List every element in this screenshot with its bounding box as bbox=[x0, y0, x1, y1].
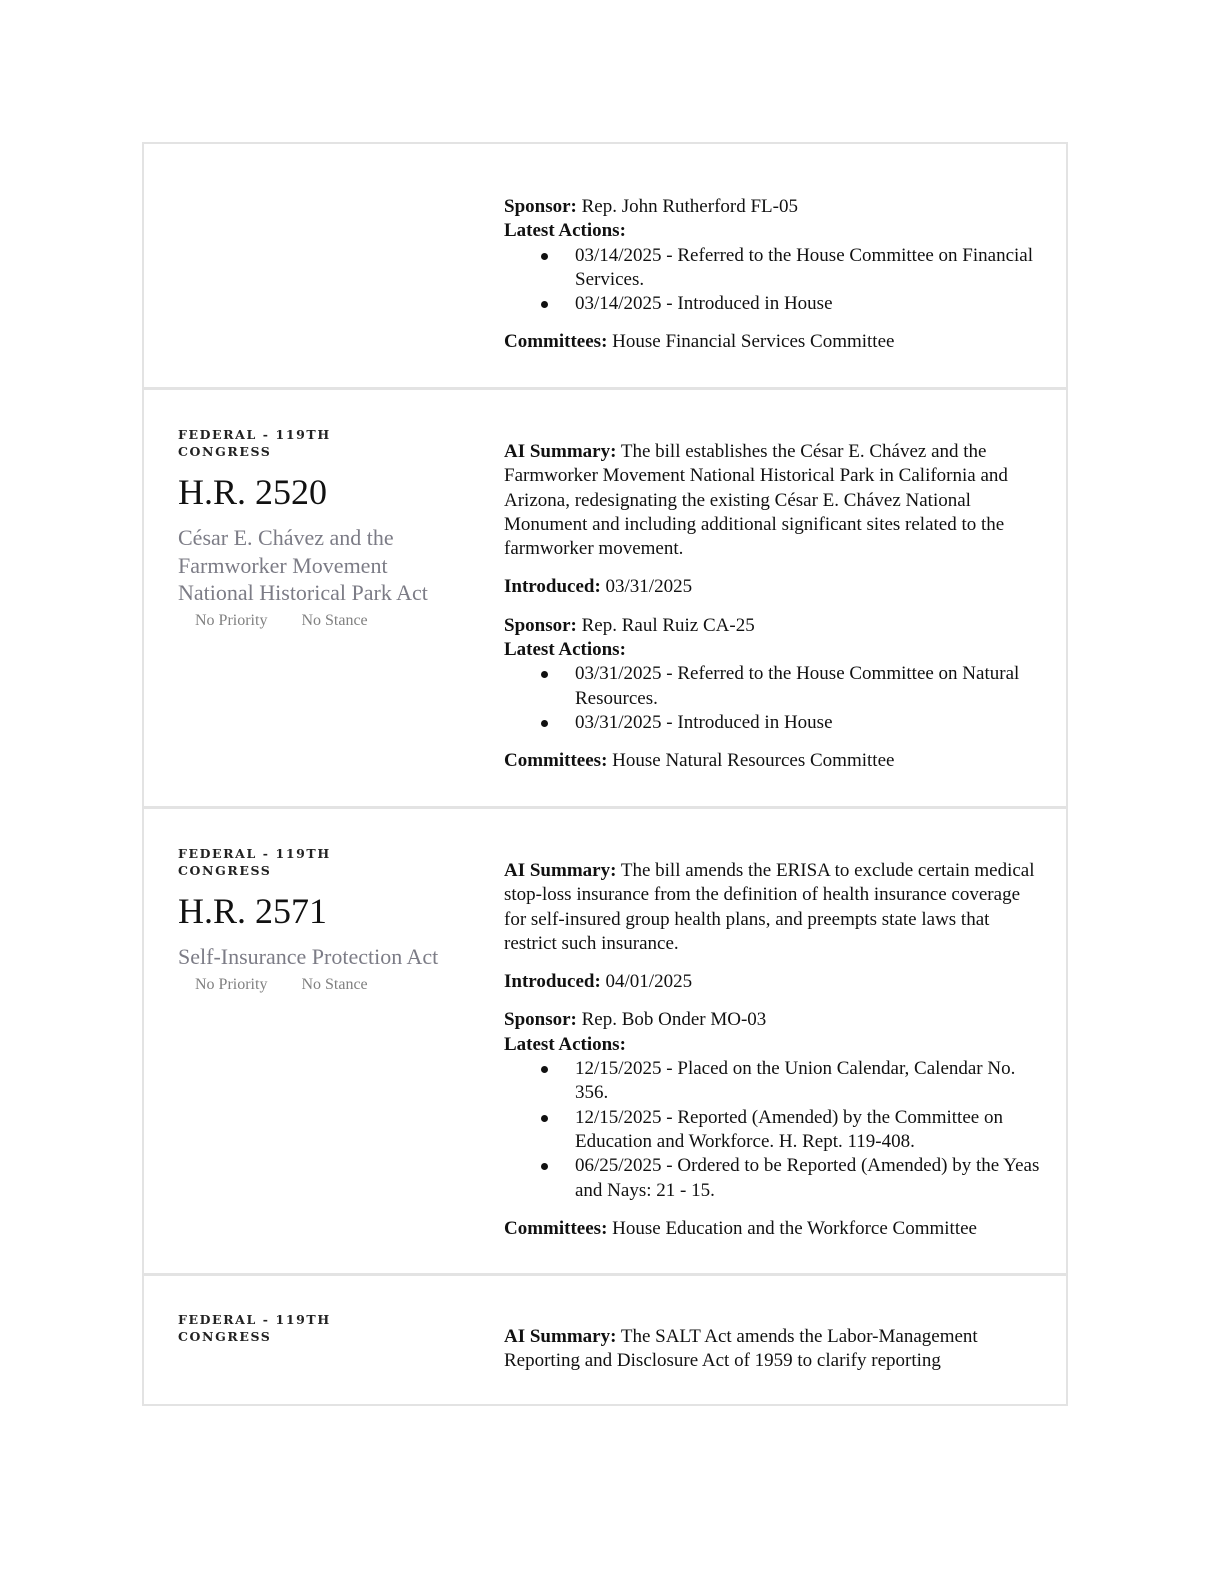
sponsor-label: Sponsor: bbox=[504, 614, 577, 636]
bill-title[interactable]: Self-Insurance Protection Act bbox=[178, 944, 439, 969]
ai-summary-text: The bill amends the ERISA to exclude certain medical stop-loss insurance from the definition of health insurance coverage for self-insured group health plans, and preempts state laws that restrict such insurance. bbox=[504, 860, 1035, 954]
committees-label: Committees: bbox=[504, 1217, 608, 1239]
introduced-date: 03/31/2025 bbox=[605, 576, 693, 598]
latest-actions-heading: Latest Actions: bbox=[504, 1033, 626, 1055]
jurisdiction-label: FEDERAL - 119TH CONGRESS bbox=[178, 846, 331, 878]
introduced-date: 04/01/2025 bbox=[605, 971, 693, 993]
sponsor-value: Rep. Raul Ruiz CA-25 bbox=[581, 614, 755, 636]
sponsor-line bbox=[504, 614, 1044, 638]
committees-value: House Financial Services Committee bbox=[612, 331, 895, 353]
ai-summary-label: AI Summary: bbox=[504, 441, 617, 462]
action-item: 06/25/2025 - Ordered to be Reported (Amended) by the Yeas and Nays: 21 - 15. bbox=[504, 1154, 1044, 1203]
ai-summary bbox=[504, 859, 1044, 956]
committees-line bbox=[504, 749, 1044, 773]
bill-header bbox=[178, 426, 448, 631]
jurisdiction-label: FEDERAL - 119TH CONGRESS bbox=[178, 1312, 331, 1344]
bill-list bbox=[142, 142, 1068, 1406]
sponsor-label: Sponsor: bbox=[504, 196, 577, 217]
bill-card bbox=[144, 1276, 1066, 1404]
committees-label: Committees: bbox=[504, 331, 608, 353]
ai-summary-text: The SALT Act amends the Labor-Management Reporting and Disclosure Act of 1959 to clarify reporting bbox=[504, 1326, 978, 1372]
action-item: 03/31/2025 - Referred to the House Committee on Natural Resources. bbox=[504, 662, 1044, 711]
stance-badge[interactable]: No Stance bbox=[301, 611, 368, 629]
sponsor-value: Rep. John Rutherford FL-05 bbox=[581, 196, 798, 217]
introduced-line bbox=[504, 575, 1044, 599]
bill-details bbox=[504, 440, 1044, 774]
ai-summary-label: AI Summary: bbox=[504, 1326, 617, 1347]
action-item: 03/14/2025 - Introduced in House bbox=[504, 292, 1044, 316]
priority-badge[interactable]: No Priority bbox=[195, 611, 268, 629]
bill-number[interactable]: H.R. 2571 bbox=[178, 891, 328, 931]
ai-summary bbox=[504, 440, 1044, 561]
bill-card bbox=[144, 809, 1066, 1276]
latest-actions-list bbox=[504, 1057, 1044, 1203]
sponsor-line bbox=[504, 195, 1044, 219]
committees-line bbox=[504, 330, 1044, 354]
bill-badges bbox=[178, 611, 448, 631]
bill-details bbox=[504, 195, 1044, 355]
action-item: 12/15/2025 - Placed on the Union Calendar, Calendar No. 356. bbox=[504, 1057, 1044, 1106]
committees-line bbox=[504, 1217, 1044, 1241]
latest-actions-heading: Latest Actions: bbox=[504, 639, 626, 661]
latest-actions-list bbox=[504, 244, 1044, 317]
sponsor-label: Sponsor: bbox=[504, 1009, 577, 1031]
committees-value: House Natural Resources Committee bbox=[612, 750, 895, 772]
latest-actions-list bbox=[504, 662, 1044, 735]
ai-summary-text: The bill establishes the César E. Chávez and the Farmworker Movement National Historical Park in California and Arizona, redesignating the existing César E. Chávez National Monument and including additional significant sites related to the farmworker movement. bbox=[504, 441, 1008, 560]
introduced-line bbox=[504, 970, 1044, 994]
bill-title[interactable]: César E. Chávez and the Farmworker Movement National Historical Park Act bbox=[178, 525, 428, 605]
bill-details bbox=[504, 859, 1044, 1241]
bill-header bbox=[178, 1311, 448, 1345]
jurisdiction-label: FEDERAL - 119TH CONGRESS bbox=[178, 427, 331, 459]
action-item: 03/31/2025 - Introduced in House bbox=[504, 711, 1044, 735]
stance-badge[interactable]: No Stance bbox=[301, 975, 368, 993]
latest-actions-heading: Latest Actions: bbox=[504, 220, 626, 242]
committees-value: House Education and the Workforce Committee bbox=[612, 1217, 977, 1239]
action-item: 03/14/2025 - Referred to the House Committee on Financial Services. bbox=[504, 244, 1044, 293]
bill-badges bbox=[178, 975, 448, 995]
action-item: 12/15/2025 - Reported (Amended) by the Committee on Education and Workforce. H. Rept. 119-408. bbox=[504, 1106, 1044, 1155]
bill-number[interactable]: H.R. 2520 bbox=[178, 472, 328, 512]
priority-badge[interactable]: No Priority bbox=[195, 975, 268, 993]
bill-header bbox=[178, 845, 448, 995]
ai-summary-label: AI Summary: bbox=[504, 860, 617, 881]
ai-summary bbox=[504, 1325, 1044, 1374]
sponsor-value: Rep. Bob Onder MO-03 bbox=[581, 1009, 767, 1031]
bill-card bbox=[144, 144, 1066, 390]
sponsor-line bbox=[504, 1008, 1044, 1032]
committees-label: Committees: bbox=[504, 750, 608, 772]
bill-details bbox=[504, 1325, 1044, 1374]
introduced-label: Introduced: bbox=[504, 971, 601, 993]
bill-card bbox=[144, 390, 1066, 809]
introduced-label: Introduced: bbox=[504, 576, 601, 598]
